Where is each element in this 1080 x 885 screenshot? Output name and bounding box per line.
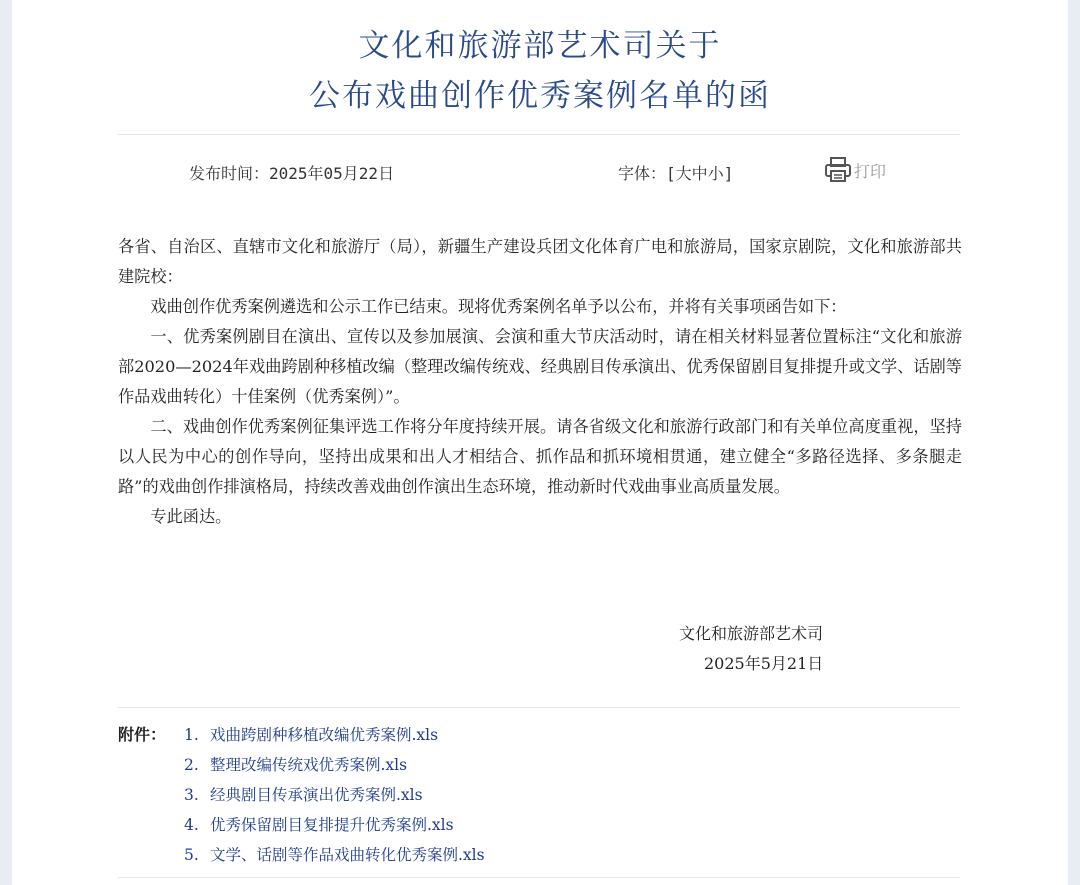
font-size-small[interactable]: 小 (707, 164, 724, 183)
attachment-filename: 优秀保留剧目复排提升优秀案例.xls (210, 816, 454, 834)
salutation: 各省、自治区、直辖市文化和旅游厅（局），新疆生产建设兵团文化体育广电和旅游局，国家京剧院，文化和旅游部共建院校： (118, 237, 962, 286)
attachment-link[interactable] (184, 750, 485, 780)
font-size-label: 字体： (618, 164, 667, 183)
attachments-divider (118, 707, 960, 708)
attachment-number: 1. (184, 726, 199, 744)
attachment-filename: 整理改编传统戏优秀案例.xls (210, 756, 408, 774)
page-title-line-1: 文化和旅游部艺术司关于 (358, 28, 722, 64)
attachment-link[interactable] (184, 840, 485, 870)
attachment-filename: 戏曲跨剧种移植改编优秀案例.xls (210, 726, 439, 744)
attachment-link[interactable] (184, 780, 485, 810)
font-size-large[interactable]: 大 (675, 164, 692, 183)
font-size-selector (618, 161, 733, 184)
body-paragraph: 二、戏曲创作优秀案例征集评选工作将分年度持续开展。请各省级文化和旅游行政部门和有关单位高度重视，坚持以人民为中心的创作导向，坚持出成果和出人才相结合、抓作品和抓环境相贯通，建立健全“多路径选择、多条腿走路”的戏曲创作排演格局，持续改善戏曲创作演出生态环境，推动新时代戏曲事业高质量发展。 (118, 417, 962, 496)
attachment-link[interactable] (184, 810, 485, 840)
attachments-list (184, 720, 485, 870)
printer-icon (824, 156, 854, 184)
attachment-number: 5. (184, 846, 199, 864)
document-page (12, 0, 1068, 885)
letter-body (118, 232, 962, 532)
font-size-medium[interactable]: 中 (691, 164, 708, 183)
signature-date: 2025年5月21日 (704, 654, 824, 673)
body-paragraph: 一、优秀案例剧目在演出、宣传以及参加展演、会演和重大节庆活动时，请在相关材料显著位置标注“文化和旅游部2020—2024年戏曲跨剧种移植改编（整理改编传统戏、经典剧目传承演出、优秀保留剧目复排提升或文学、话剧等作品戏曲转化）十佳案例（优秀案例）”。 (118, 327, 962, 406)
attachment-number: 3. (184, 786, 199, 804)
closing-line: 专此函达。 (150, 507, 232, 526)
attachment-filename: 经典剧目传承演出优秀案例.xls (210, 786, 423, 804)
print-label: 打印 (854, 161, 887, 181)
font-bracket-close: ] (723, 164, 734, 183)
title-divider (118, 134, 960, 135)
attachment-number: 2. (184, 756, 199, 774)
font-bracket-open: [ (666, 164, 676, 183)
page-title-line-2: 公布戏曲创作优秀案例名单的函 (309, 78, 771, 114)
attachment-link[interactable] (184, 720, 485, 750)
attachment-filename: 文学、话剧等作品戏曲转化优秀案例.xls (210, 846, 485, 864)
publish-time: 发布时间：2025年05月22日 (189, 164, 395, 183)
attachment-number: 4. (184, 816, 199, 834)
body-paragraph: 戏曲创作优秀案例遴选和公示工作已结束。现将优秀案例名单予以公布，并将有关事项函告如下： (150, 297, 847, 316)
attachments-label: 附件： (118, 725, 167, 744)
footer-divider (118, 877, 960, 878)
signature-org: 文化和旅游部艺术司 (679, 624, 824, 643)
print-button[interactable] (824, 156, 886, 184)
